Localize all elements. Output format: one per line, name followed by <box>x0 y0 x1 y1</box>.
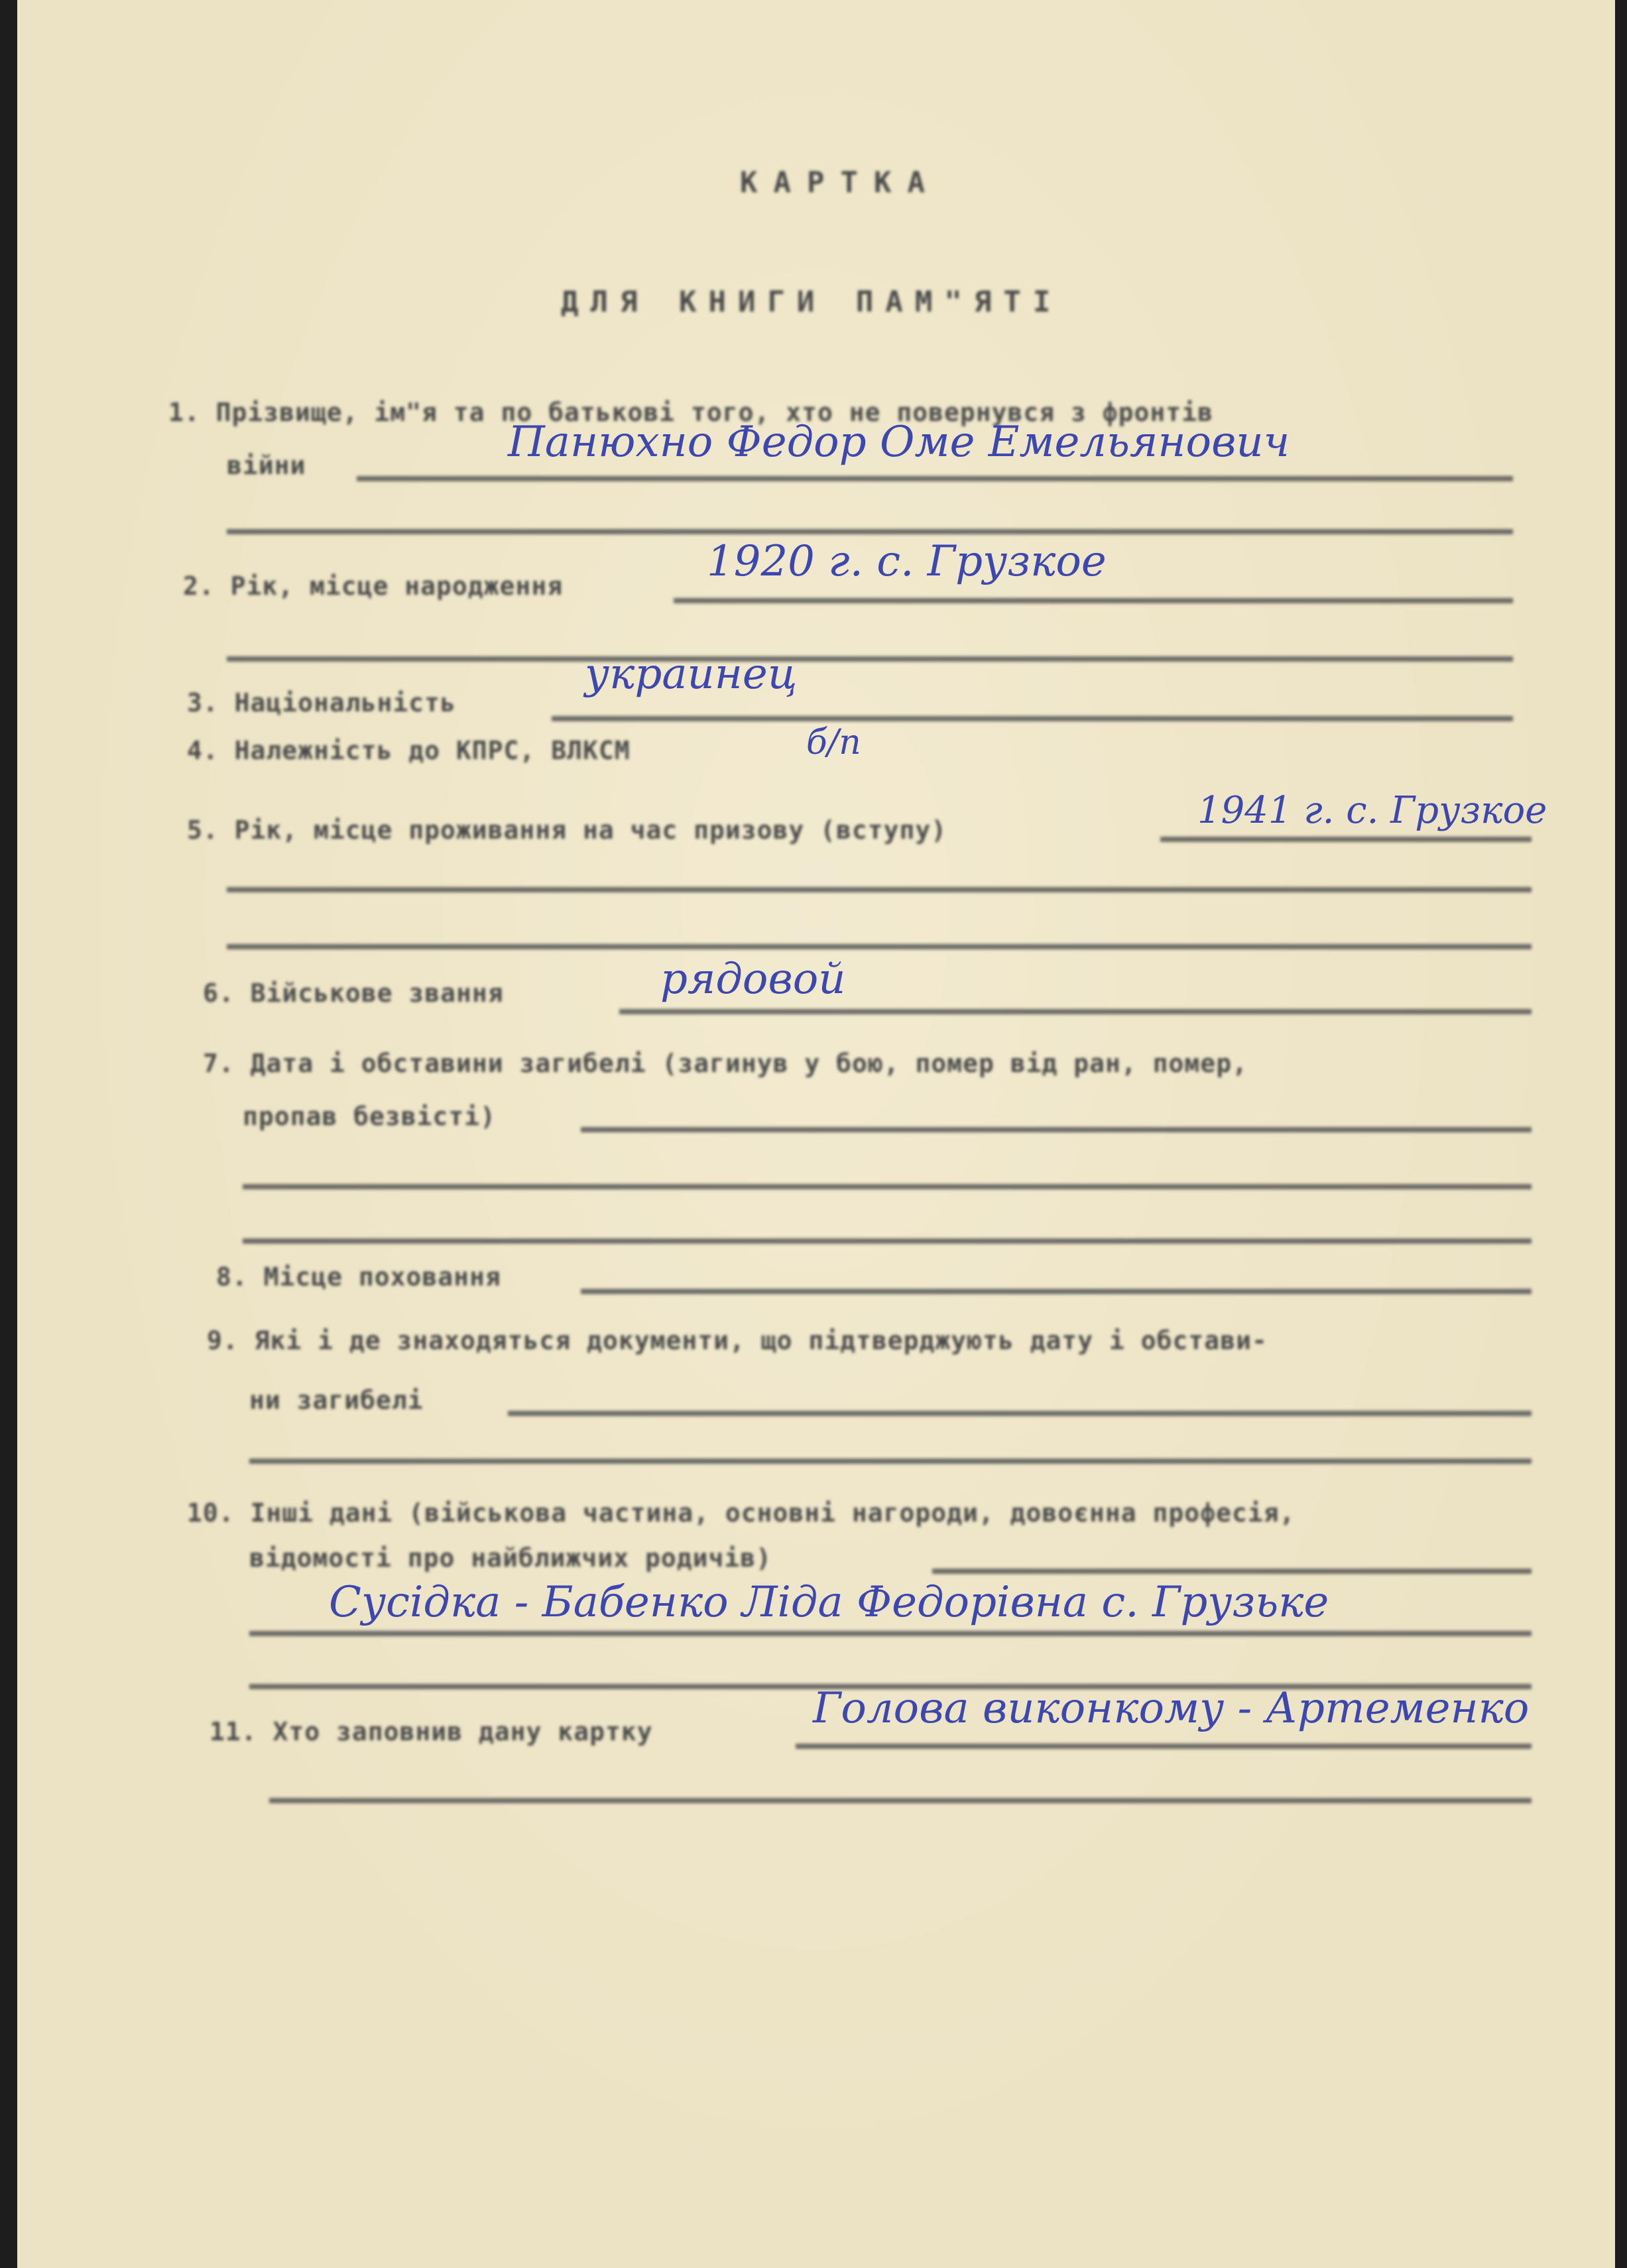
field-3-answer: украинец <box>585 650 798 699</box>
field-1-label-cont: війни <box>227 451 306 480</box>
field-5-answer: 1941 г. с. Грузкое <box>1197 789 1547 832</box>
field-7-line-3 <box>243 1238 1532 1244</box>
field-9-line <box>508 1411 1532 1416</box>
field-1-line <box>357 476 1513 481</box>
field-10-label: 10. Інші дані (військова частина, основні нагороди, довоєнна професія, <box>187 1498 1296 1527</box>
field-7-label: 7. Дата і обставини загибелі (загинув у бою, помер від ран, помер, <box>203 1049 1248 1078</box>
field-8-line <box>581 1289 1532 1294</box>
field-11-label: 11. Хто заповнив дану картку <box>210 1717 653 1746</box>
field-9-label: 9. Які і де знаходяться документи, що підтверджують дату і обстави- <box>207 1326 1268 1355</box>
document-title: КАРТКА <box>740 166 941 200</box>
field-2-line-2 <box>227 656 1513 662</box>
field-4-label: 4. Належність до КПРС, ВЛКСМ <box>187 736 631 765</box>
field-11-line-2 <box>269 1798 1532 1803</box>
field-1-answer: Панюхно Федор Оме Емельянович <box>508 418 1290 467</box>
document-subtitle: ДЛЯ КНИГИ ПАМ"ЯТІ <box>561 285 1063 319</box>
field-10-label-cont: відомості про найближчих родичів) <box>249 1543 772 1573</box>
field-7-line-2 <box>243 1184 1532 1189</box>
field-5-label: 5. Рік, місце проживання на час призову (вступу) <box>187 815 947 845</box>
field-6-answer: рядовой <box>660 955 846 1004</box>
field-10-line-2 <box>249 1631 1532 1636</box>
field-6-line <box>619 1009 1532 1014</box>
field-2-answer: 1920 г. с. Грузкое <box>707 537 1107 586</box>
field-5-line-2 <box>227 887 1532 892</box>
field-5-line <box>1160 837 1532 842</box>
field-7-line <box>581 1127 1532 1132</box>
field-1-line-2 <box>227 529 1513 534</box>
field-10-answer: Сусідка - Бабенко Ліда Федорівна с. Грузьке <box>329 1578 1329 1627</box>
field-2-line <box>674 598 1513 603</box>
field-1-label: 1. Прізвище, ім"я та по батькові того, хто не повернувся з фронтів <box>168 398 1213 427</box>
field-3-label: 3. Національність <box>187 688 456 717</box>
field-11-answer: Голова виконкому - Артеменко <box>813 1684 1530 1733</box>
field-11-line <box>796 1744 1532 1749</box>
field-4-answer: б/п <box>806 723 861 762</box>
field-10-line <box>932 1569 1532 1574</box>
document-sheet <box>17 0 1615 2268</box>
field-9-line-2 <box>249 1459 1532 1464</box>
field-5-line-3 <box>227 944 1532 949</box>
field-8-label: 8. Місце поховання <box>216 1262 501 1291</box>
field-7-label-cont: пропав безвісті) <box>243 1102 497 1131</box>
field-6-label: 6. Військове звання <box>203 979 504 1008</box>
field-9-label-cont: ни загибелі <box>249 1386 424 1415</box>
field-3-line <box>552 716 1513 721</box>
field-2-label: 2. Рік, місце народження <box>183 571 564 601</box>
